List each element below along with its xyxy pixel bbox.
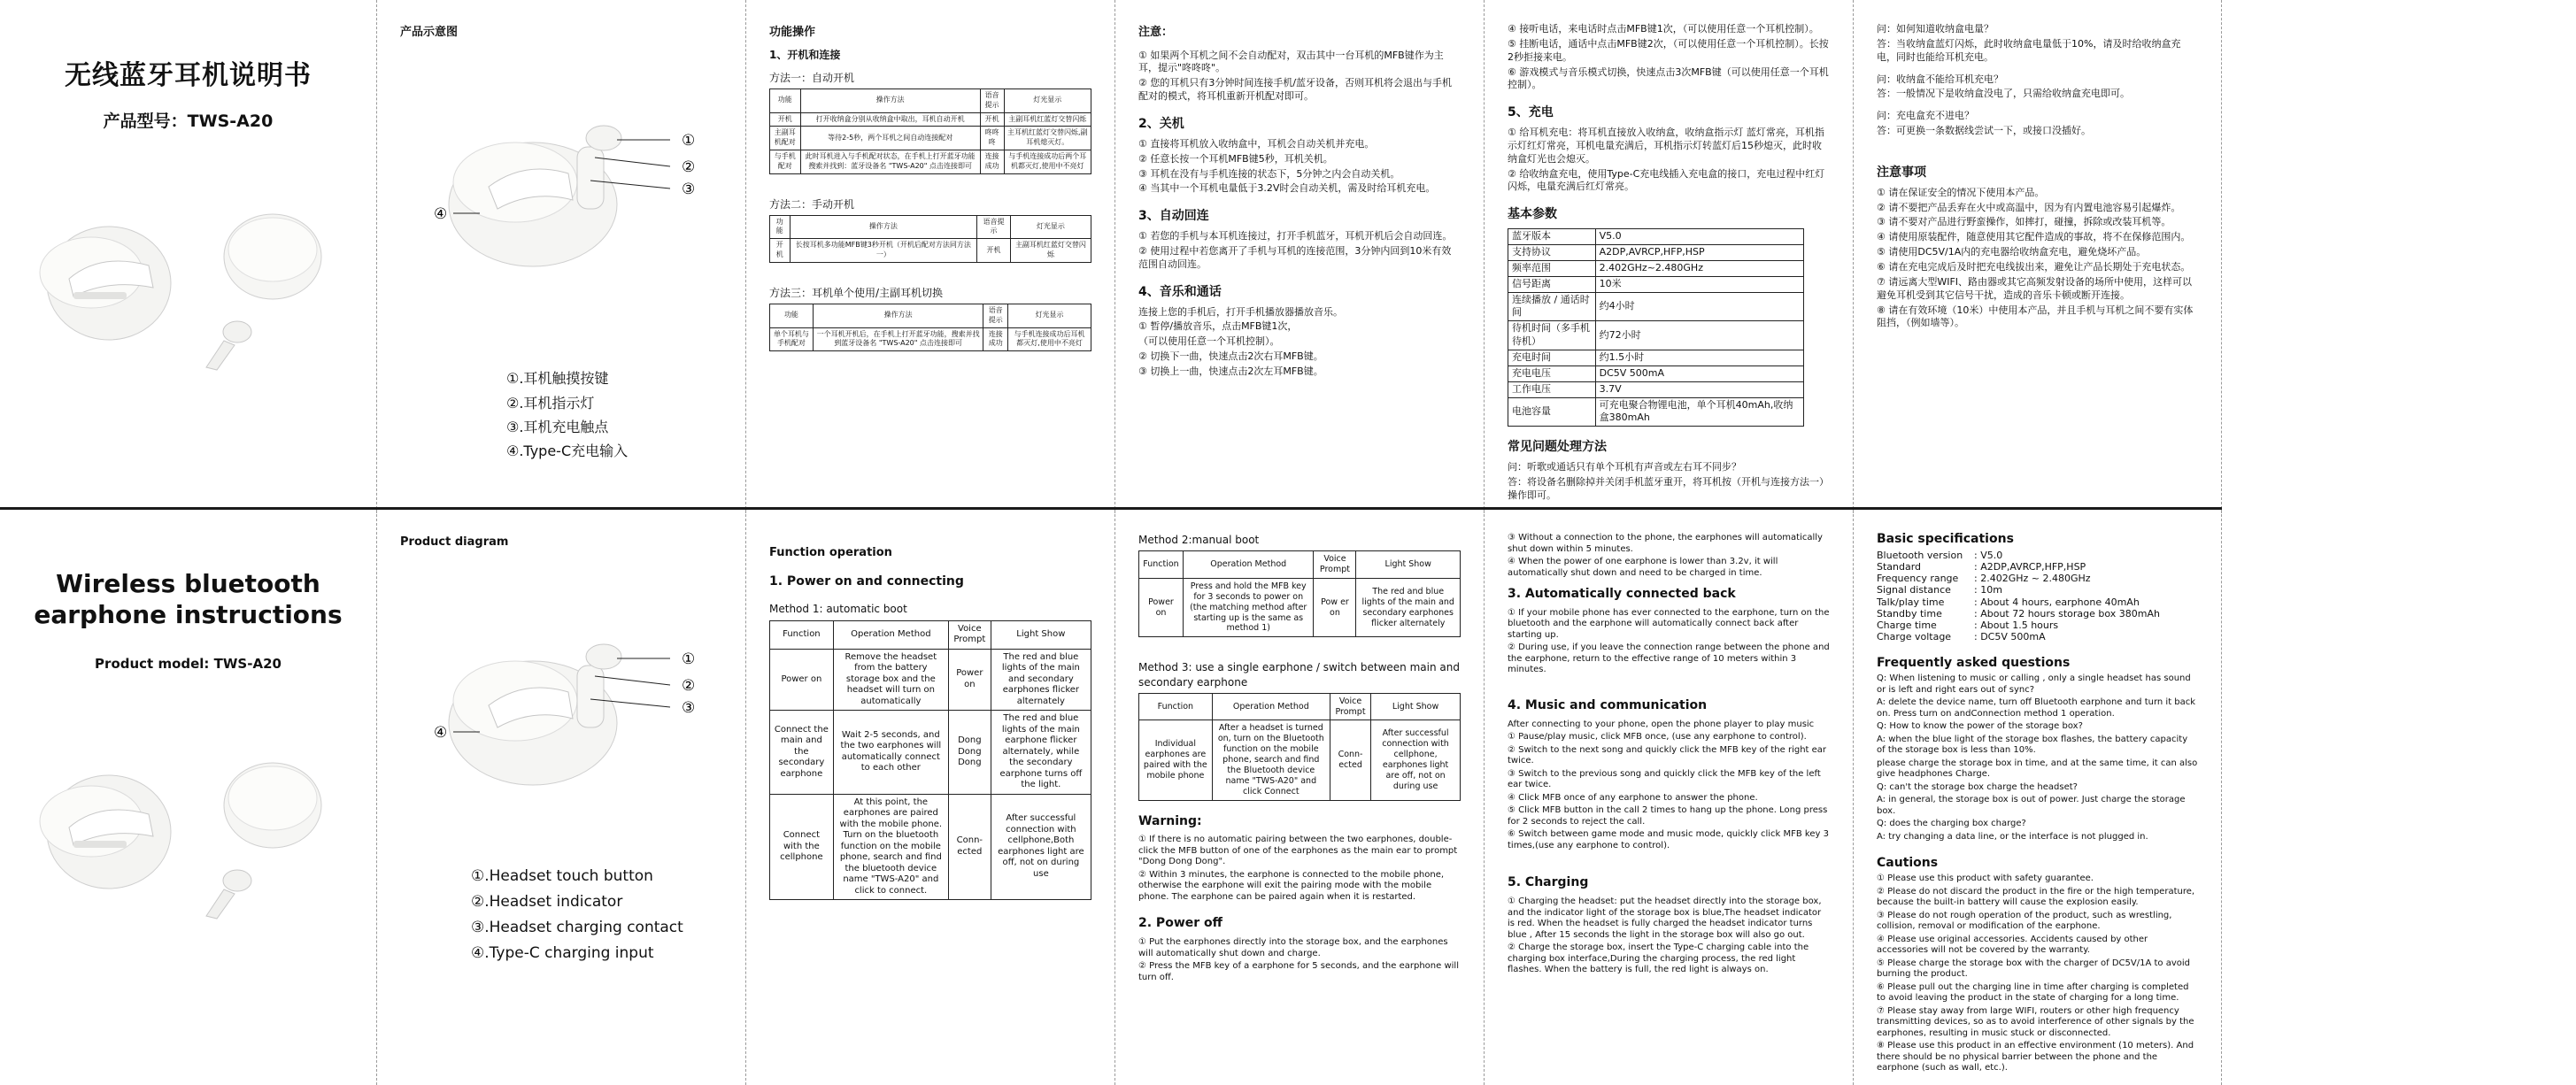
cn-method2: 方法二：手动开机 bbox=[769, 197, 855, 211]
table-row: 信号距离 10米 bbox=[1508, 276, 1804, 292]
cn-blank-panel bbox=[2222, 0, 2576, 513]
caution-item: ② Please do not discard the product in the fire or the high temperature, because the built-in battery will cause the explosion easily. bbox=[1877, 886, 2195, 908]
cn-method2-table: 功能 操作方法 语音提示 灯光显示 开机 长按耳机多功能MFB键3秒开机（开机后配对方法同方法一） 开机 主副耳机红蓝灯交替闪烁 bbox=[769, 215, 1091, 263]
list-item: ② 任意长按一个耳机MFB键5秒，耳机关机。 bbox=[1138, 152, 1333, 165]
list-item: ④ When the power of one earphone is lower than 3.2v, it will automatically shut down and need to be charged in time. bbox=[1508, 557, 1778, 578]
cn-charging-heading: 5、充电 bbox=[1508, 105, 1554, 120]
list-item: 连接上您的手机后，打开手机播放器播放音乐。 bbox=[1138, 305, 1343, 318]
list-item: （可以使用任意一个耳机控制）。 bbox=[1138, 335, 1280, 348]
en-cover-panel bbox=[0, 510, 377, 1085]
table-row: 支持协议 A2DP,AVRCP,HFP,HSP bbox=[1508, 245, 1804, 261]
cn-method1: 方法一：自动开机 bbox=[769, 71, 855, 84]
list-item: ① If your mobile phone has ever connected to the earphone, turn on the bluetooth and the earphone will automatically connect back after starting up. bbox=[1508, 607, 1830, 640]
list-item: ④ 当其中一个耳机电量低于3.2V时会自动关机，需及时给耳机充电。 bbox=[1138, 182, 1436, 195]
cn-spec-heading: 基本参数 bbox=[1508, 207, 1557, 222]
cn-cover-model: 产品型号：TWS-A20 bbox=[103, 111, 274, 131]
cn-music-heading: 4、音乐和通话 bbox=[1138, 284, 1222, 299]
cn-notes-heading: 注意： bbox=[1138, 26, 1174, 39]
faq-item: please charge the storage box in time, and at the same time, it can also give headphones Charge. bbox=[1877, 758, 2198, 780]
faq-item: A: delete the device name, turn off Bluetooth earphone and turn it back on. Press turn on andConnection method 1 operation. bbox=[1877, 697, 2196, 719]
cn-section-power-on: 1、开机和连接 bbox=[769, 48, 841, 61]
faq-item: Q: How to know the power of the storage box? bbox=[1877, 721, 2083, 732]
en-specs-panel bbox=[1854, 510, 2222, 1085]
table-row: Connect the main and the secondary earphone Wait 2-5 seconds, and the two earphones will automatically connect to each other Dong Dong Dong The red and blue lights of the main earphone flicker alternately, while the secondary earphone turns off the light. bbox=[770, 711, 1091, 795]
caution-item: ③ Please do not rough operation of the product, such as wrestling, collision, removal or modification of the earphone. bbox=[1877, 910, 2172, 932]
callout-3: ③ bbox=[682, 698, 696, 717]
list-item: ② Charge the storage box, insert the Type-C charging cable into the charging box interface,During the charging process, the red light flashes. When the battery is full, the red light is always on. bbox=[1508, 943, 1809, 975]
cn-cover-product-image bbox=[20, 168, 357, 372]
list-item: ② 切换下一曲，快速点击2次右耳MFB键。 bbox=[1138, 350, 1323, 363]
en-boot-panel bbox=[1115, 510, 1485, 1085]
spec-row: Signal distance : 10m bbox=[1877, 584, 2002, 596]
english-row bbox=[0, 510, 2222, 1073]
faq-item: 问：收纳盒不能给耳机充电？ bbox=[1877, 73, 2003, 85]
spec-row: Standby time : About 72 hours storage box 380mAh bbox=[1877, 607, 2161, 619]
spec-row: Charge time : About 1.5 hours bbox=[1877, 619, 2059, 632]
list-item: ⑥ 游戏模式与音乐模式切换，快速点击3次MFB键（可以使用任意一个耳机控制）。 bbox=[1508, 65, 1829, 91]
caution-item: ④ 请使用原装配件，随意使用其它配件造成的事故，将不在保修范围内。 bbox=[1877, 231, 2191, 243]
table-row: 充电电压 DC5V 500mA bbox=[1508, 366, 1804, 381]
callout-3: ③ bbox=[682, 180, 696, 198]
legend-item: ②.Headset indicator bbox=[471, 893, 623, 912]
en-section-power-on: 1. Power on and connecting bbox=[769, 573, 964, 589]
table-row: 开机 长按耳机多功能MFB键3秒开机（开机后配对方法同方法一） 开机 主副耳机红蓝灯交替闪烁 bbox=[770, 239, 1091, 263]
table-row: Connect with the cellphone At this point, the earphones are paired with the mobile phone. Turn on the bluetooth function on the mobile phone, search and find the bluetooth device name "TWS-A20" and click to connect. Conn-ected After successful connection with cellphone,Both earphones light are off, not on during use bbox=[770, 794, 1091, 900]
en-cover-title-line: earphone instructions bbox=[34, 600, 343, 629]
en-charging-heading: 5. Charging bbox=[1508, 875, 1589, 890]
cn-method3-table: 功能 操作方法 语音提示 灯光显示 单个耳机与手机配对 一个耳机开机后，在手机上打开蓝牙功能，搜索并找到蓝牙设备名 "TWS-A20" 点击连接即可 连接成功 与手机连接成功后耳机都灭灯,使用中不亮灯 bbox=[769, 304, 1091, 351]
en-spec-heading: Basic specifications bbox=[1877, 532, 2014, 546]
faq-item: 问：充电盒充不进电？ bbox=[1877, 110, 1974, 122]
caution-item: ⑦ Please stay away from large WIFI, routers or other high frequency transmitting devices, so as to avoid interference of other signals by the earphones, resulting in music stuck or disconnected. bbox=[1877, 1005, 2194, 1038]
callout-2: ② bbox=[682, 676, 696, 695]
list-item: ④ Click MFB once of any earphone to answer the phone. bbox=[1508, 792, 1758, 803]
note-item: ① 如果两个耳机之间不会自动配对，双击其中一台耳机的MFB键作为主耳，提示"咚咚咚"。 bbox=[1138, 49, 1444, 74]
list-item: ① 若您的手机与本耳机连接过，打开手机蓝牙，耳机开机后会自动回连。 bbox=[1138, 230, 1453, 242]
legend-item: ①.Headset touch button bbox=[471, 867, 653, 886]
legend-item: ④.Type-C充电输入 bbox=[506, 442, 629, 459]
legend-item: ①.耳机触摸按键 bbox=[506, 370, 609, 388]
faq-item: Q: When listening to music or calling , only a single headset has sound or is left and right ears out of sync? bbox=[1877, 673, 2191, 695]
spec-row: Standard : A2DP,AVRCP,HFP,HSP bbox=[1877, 561, 2086, 573]
list-item: ⑤ 挂断电话，通话中点击MFB键2次，（可以使用任意一个耳机控制）。长按2秒拒接来电。 bbox=[1508, 37, 1829, 63]
en-method3: Method 3: use a single earphone / switch between main and secondary earphone bbox=[1138, 661, 1460, 689]
caution-item: ① 请在保证安全的情况下使用本产品。 bbox=[1877, 186, 2045, 198]
faq-item: Q: does the charging box charge? bbox=[1877, 819, 2026, 829]
list-item: ① 暂停/播放音乐，点击MFB键1次， bbox=[1138, 320, 1298, 333]
callout-4: ④ bbox=[434, 204, 448, 223]
en-reconnect-heading: 3. Automatically connected back bbox=[1508, 587, 1736, 601]
table-row: 蓝牙版本 V5.0 bbox=[1508, 229, 1804, 245]
cn-faq-panel bbox=[1854, 0, 2222, 513]
faq-item: 答：可更换一条数据线尝试一下，或接口没插好。 bbox=[1877, 125, 2091, 137]
spec-row: Frequency range : 2.402GHz ~ 2.480GHz bbox=[1877, 573, 2091, 585]
list-item: ③ Without a connection to the phone, the earphones will automatically shut down within 5 minutes. bbox=[1508, 533, 1823, 554]
cn-diagram-panel bbox=[377, 0, 746, 513]
en-music-panel bbox=[1485, 510, 1854, 1085]
spec-row: Charge voltage : DC5V 500mA bbox=[1877, 631, 2046, 643]
table-row: Individual earphones are paired with the mobile phone After a headset is turned on, turn on the Bluetooth function on the mobile phone, search and find the Bluetooth device name "TWS-A20" and click Connect Conn-ected After successful connection with cellphone, earphones light are off, not on during use bbox=[1139, 720, 1461, 800]
cn-diagram-heading: 产品示意图 bbox=[400, 26, 459, 39]
cn-spec-table bbox=[1508, 228, 1804, 427]
en-cover-title-line: Wireless bluetooth bbox=[56, 569, 320, 598]
cn-faq-heading: 常见问题处理方法 bbox=[1508, 440, 1607, 455]
list-item: After connecting to your phone, open the phone player to play music bbox=[1508, 719, 1815, 729]
table-row: 电池容量 可充电聚合物锂电池，单个耳机40mAh,收纳盒380mAh bbox=[1508, 397, 1804, 427]
chinese-row bbox=[0, 0, 2222, 507]
faq-item: 答：当收纳盒蓝灯闪烁，此时收纳盒电量低于10%，请及时给收纳盒充电，同时也能给耳机充电。 bbox=[1877, 37, 2181, 63]
cn-method3: 方法三：耳机单个使用/主副耳机切换 bbox=[769, 286, 944, 299]
table-row: 连续播放 / 通话时间 约4小时 bbox=[1508, 292, 1804, 321]
list-item: ① Pause/play music, click MFB once, (use any earphone to control). bbox=[1508, 732, 1807, 743]
note-item: ② 您的耳机只有3分钟时间连接手机/蓝牙设备，否则耳机将会退出与手机配对的模式，将耳机重新开机配对即可。 bbox=[1138, 77, 1453, 103]
list-item: ② During use, if you leave the connection range between the phone and the earphone, return to the effective range of 10 meters within 3 minutes. bbox=[1508, 643, 1830, 675]
cn-power-off-heading: 2、关机 bbox=[1138, 116, 1184, 131]
table-row: 频率范围 2.402GHz~2.480GHz bbox=[1508, 260, 1804, 276]
cn-diagram-legend bbox=[506, 366, 722, 463]
en-method1: Method 1: automatic boot bbox=[769, 603, 907, 616]
callout-2: ② bbox=[682, 158, 696, 176]
en-method2: Method 2:manual boot bbox=[1138, 534, 1260, 546]
en-caution-heading: Cautions bbox=[1877, 856, 1939, 871]
callout-1: ① bbox=[682, 650, 696, 668]
cn-cover-title: 无线蓝牙耳机说明书 bbox=[65, 60, 312, 91]
en-power-off-heading: 2. Power off bbox=[1138, 916, 1222, 931]
faq-item: A: try changing a data line, or the interface is not plugged in. bbox=[1877, 831, 2148, 842]
en-warning-heading: Warning: bbox=[1138, 813, 1202, 828]
legend-item: ④.Type-C charging input bbox=[471, 944, 654, 963]
caution-item: ⑥ 请在充电完成后及时把充电线拔出来，避免让产品长期处于充电状态。 bbox=[1877, 261, 2191, 273]
legend-item: ②.耳机指示灯 bbox=[506, 394, 595, 412]
list-item: ① 直接将耳机放入收纳盒中，耳机会自动关机并充电。 bbox=[1138, 137, 1375, 150]
cn-function-panel bbox=[746, 0, 1115, 513]
en-faq-heading: Frequently asked questions bbox=[1877, 656, 2071, 671]
cn-notes-panel bbox=[1115, 0, 1485, 513]
list-item: ② Press the MFB key of a earphone for 5 seconds, and the earphone will turn off. bbox=[1138, 961, 1459, 982]
faq-item: A: when the blue light of the storage box flashes, the battery capacity of the storage box is less than 10%. bbox=[1877, 734, 2188, 756]
caution-item: ④ Please use original accessories. Accidents caused by other accessories will not be covered by the warranty. bbox=[1877, 934, 2148, 956]
callout-1: ① bbox=[682, 131, 696, 150]
caution-item: ③ 请不要对产品进行野蛮操作，如摔打，碰撞，拆除或改装耳机等。 bbox=[1877, 216, 2171, 228]
caution-item: ⑧ 请在有效环境（10米）中使用本产品，并且手机与耳机之间不要有实体阻挡，（例如墙等）。 bbox=[1877, 304, 2194, 329]
list-item: ⑤ Click MFB button in the call 2 times to hang up the phone. Long press for 2 seconds to reject the call. bbox=[1508, 805, 1828, 827]
en-method2-table: Function Operation Method Voice Prompt Light Show Power on Press and hold the MFB key for 3 seconds to power on (the matching method after starting up is the same as method 1) Pow er on The red and blue lights of the main and secondary earphones flicker alternately bbox=[1138, 550, 1461, 637]
en-cover-product-image bbox=[20, 717, 357, 920]
caution-item: ⑧ Please use this product in an effective environment (10 meters). And there should be no physical barrier between the phone and the earphone (such as wall, etc.). bbox=[1877, 1041, 2194, 1073]
list-item: ② Switch to the next song and quickly click the MFB key of the right ear twice. bbox=[1508, 744, 1827, 766]
caution-item: ⑤ 请使用DC5V/1A内的充电器给收纳盒充电，避免烧坏产品。 bbox=[1877, 246, 2147, 258]
faq-item: Q: can't the storage box charge the headset? bbox=[1877, 781, 2078, 792]
cn-reconnect-heading: 3、自动回连 bbox=[1138, 209, 1209, 224]
table-row: 开机 打开收纳盒分别从收纳盒中取出，耳机自动开机 开机 主副耳机红蓝灯交替闪烁 bbox=[770, 112, 1091, 127]
list-item: ③ Switch to the previous song and quickly click the MFB key of the left ear twice. bbox=[1508, 768, 1821, 790]
en-function-panel bbox=[746, 510, 1115, 1085]
legend-item: ③.耳机充电触点 bbox=[506, 418, 609, 435]
spec-row: Bluetooth version : V5.0 bbox=[1877, 549, 2003, 561]
table-row: 主副耳机配对 等待2-5秒，两个耳机之间自动连接配对 咚咚咚 主耳机红蓝灯交替闪烁,副耳机熄灭灯。 bbox=[770, 127, 1091, 150]
table-row: Power on Remove the headset from the battery storage box and the headset will turn on automatically Power on The red and blue lights of the main and secondary earphones flicker alternately bbox=[770, 649, 1091, 711]
en-cover-model: Product model: TWS-A20 bbox=[95, 656, 282, 672]
en-blank-panel bbox=[2222, 510, 2576, 1085]
faq-item: 问：听歌或通话只有单个耳机有声音或左右耳不同步？ bbox=[1508, 461, 1741, 473]
table-row: 待机时间（多手机待机） 约72小时 bbox=[1508, 321, 1804, 350]
list-item: ② 使用过程中若您离开了手机与耳机的连接范围，3分钟内回到10米有效范围自动回连。 bbox=[1138, 244, 1452, 270]
spec-row: Talk/play time : About 4 hours, earphone 40mAh bbox=[1877, 596, 2140, 608]
callout-4: ④ bbox=[434, 723, 448, 742]
en-function-heading: Function operation bbox=[769, 546, 892, 559]
faq-item: 答：一般情况下是收纳盒没电了，只需给收纳盒充电即可。 bbox=[1877, 88, 2130, 100]
table-row: 单个耳机与手机配对 一个耳机开机后，在手机上打开蓝牙功能，搜索并找到蓝牙设备名 "TWS-A20" 点击连接即可 连接成功 与手机连接成功后耳机都灭灯,使用中不亮灯 bbox=[770, 327, 1091, 351]
en-diagram-panel bbox=[377, 510, 746, 1085]
en-product-diagram bbox=[400, 586, 719, 869]
en-cover-title bbox=[34, 568, 342, 630]
cn-cover-panel bbox=[0, 0, 377, 513]
faq-item: A: in general, the storage box is out of power. Just charge the storage box. bbox=[1877, 795, 2186, 816]
caution-item: ② 请不要把产品丢弃在火中或高温中，因为有内置电池容易引起爆炸。 bbox=[1877, 201, 2181, 213]
en-diagram-heading: Product diagram bbox=[400, 535, 509, 549]
list-item: ③ 切换上一曲，快速点击2次左耳MFB键。 bbox=[1138, 365, 1323, 377]
en-method3-table: Function Operation Method Voice Prompt Light Show Individual earphones are paired with the mobile phone After a headset is turned on, turn on the Bluetooth function on the mobile phone, search and find the Bluetooth device name "TWS-A20" and click Connect Conn-ected After successful connection with cellphone, earphones light are off, not on during use bbox=[1138, 693, 1461, 801]
faq-item: 问：如何知道收纳盒电量？ bbox=[1877, 23, 1994, 35]
cn-function-heading: 功能操作 bbox=[769, 26, 816, 39]
warning-item: ② Within 3 minutes, the earphone is connected to the mobile phone, otherwise the earphone will exit the pairing mode with the mobile phone. The earphone can be paired again when it is restarted. bbox=[1138, 869, 1445, 902]
cn-charge-panel bbox=[1485, 0, 1854, 513]
caution-item: ⑦ 请远离大型WIFI、路由器或其它高频发射设备的场所中使用，这样可以避免耳机受到其它信号干扰，造成的音乐卡顿或断开连接。 bbox=[1877, 275, 2193, 301]
caution-item: ⑥ Please pull out the charging line in time after charging is completed to avoid leaving the product in the state of charging for a long time. bbox=[1877, 981, 2189, 1004]
caution-item: ① Please use this product with safety guarantee. bbox=[1877, 873, 2094, 884]
caution-item: ⑤ Please charge the storage box with the charger of DC5V/1A to avoid burning the product. bbox=[1877, 958, 2190, 980]
list-item: ① Charging the headset: put the headset directly into the storage box, and the indicator light of the storage box is blue,The headset indicator is red. When the headset is fully charged the headset indicator turns blue , After 15 seconds the light in the storage box will also go out. bbox=[1508, 896, 1822, 940]
en-method1-table: Function Operation Method Voice Prompt Light Show Power on Remove the headset from the battery storage box and the headset will turn on automatically Power on The red and blue lights of the main and secondary earphones flicker alternately Connect the main and the secondary earphone Wait 2-5 seconds, and the two earphones will automatically connect to each other Dong Dong Dong The red and blue lights of the main earphone flicker alternately, while the secondary earphone turns off the light. Connect with the cellphone At this point, the earphones are paired with the mobile phone. Turn on the bluetooth function on the mobile phone, search and find the bluetooth device name "TWS-A20" and click to connect. Conn-ected After successful connection with cellphone,Both earphones light are off, not on during use bbox=[769, 620, 1091, 901]
list-item: ② 给收纳盒充电，使用Type-C充电线插入充电盒的接口，充电过程中红灯闪烁，电量充满后红灯常亮。 bbox=[1508, 167, 1825, 193]
cn-product-diagram bbox=[400, 67, 719, 350]
table-row: 工作电压 3.7V bbox=[1508, 381, 1804, 397]
cn-method1-table: 功能 操作方法 语音提示 灯光显示 开机 打开收纳盒分别从收纳盒中取出，耳机自动开机 开机 主副耳机红蓝灯交替闪烁 主副耳机配对 等待2-5秒，两个耳机之间自动连接配对 咚咚咚 主耳机红蓝灯交替闪烁,副耳机熄灭灯。 与手机配对 此时耳机进入与手机配对状态，在手机上打开蓝牙功能搜索并找到：蓝牙设备名 "TWS-A20" 点击连接即可 连接成功 与手机连接成功后两个耳机都灭灯,使用中不亮灯 bbox=[769, 88, 1091, 174]
table-row: 与手机配对 此时耳机进入与手机配对状态，在手机上打开蓝牙功能搜索并找到：蓝牙设备名 "TWS-A20" 点击连接即可 连接成功 与手机连接成功后两个耳机都灭灯,使用中不亮灯 bbox=[770, 150, 1091, 173]
table-row: Power on Press and hold the MFB key for 3 seconds to power on (the matching method after starting up is the same as method 1) Pow er on The red and blue lights of the main and secondary earphones flicker alternately bbox=[1139, 578, 1461, 636]
legend-item: ③.Headset charging contact bbox=[471, 919, 683, 937]
table-row: 充电时间 约1.5小时 bbox=[1508, 350, 1804, 366]
list-item: ③ 耳机在没有与手机连接的状态下，5分钟之内会自动关机。 bbox=[1138, 167, 1400, 180]
cn-caution-heading: 注意事项 bbox=[1877, 165, 1926, 180]
list-item: ① 给耳机充电：将耳机直接放入收纳盒，收纳盒指示灯 蓝灯常亮，耳机指示灯红灯常亮，耳机电量充满后，耳机指示灯转蓝灯后15秒熄灭，此时收纳盒灯光也会熄灭。 bbox=[1508, 127, 1824, 165]
list-item: ④ 接听电话，来电话时点击MFB键1次，（可以使用任意一个耳机控制）。 bbox=[1508, 23, 1819, 35]
warning-item: ① If there is no automatic pairing between the two earphones, double-click the MFB button of one of the earphones as the main ear to prompt "Dong Dong Dong". bbox=[1138, 835, 1458, 867]
en-diagram-legend bbox=[471, 864, 722, 966]
list-item: ⑥ Switch between game mode and music mode, quickly click MFB key 3 times,(use any earphone to control). bbox=[1508, 829, 1829, 850]
en-music-heading: 4. Music and communication bbox=[1508, 697, 1708, 712]
list-item: ① Put the earphones directly into the storage box, and the earphones will automatically shut down and charge. bbox=[1138, 937, 1448, 958]
faq-item: 答：将设备名删除掉并关闭手机蓝牙重开，将耳机按（开机与连接方法一）操作即可。 bbox=[1508, 475, 1829, 501]
